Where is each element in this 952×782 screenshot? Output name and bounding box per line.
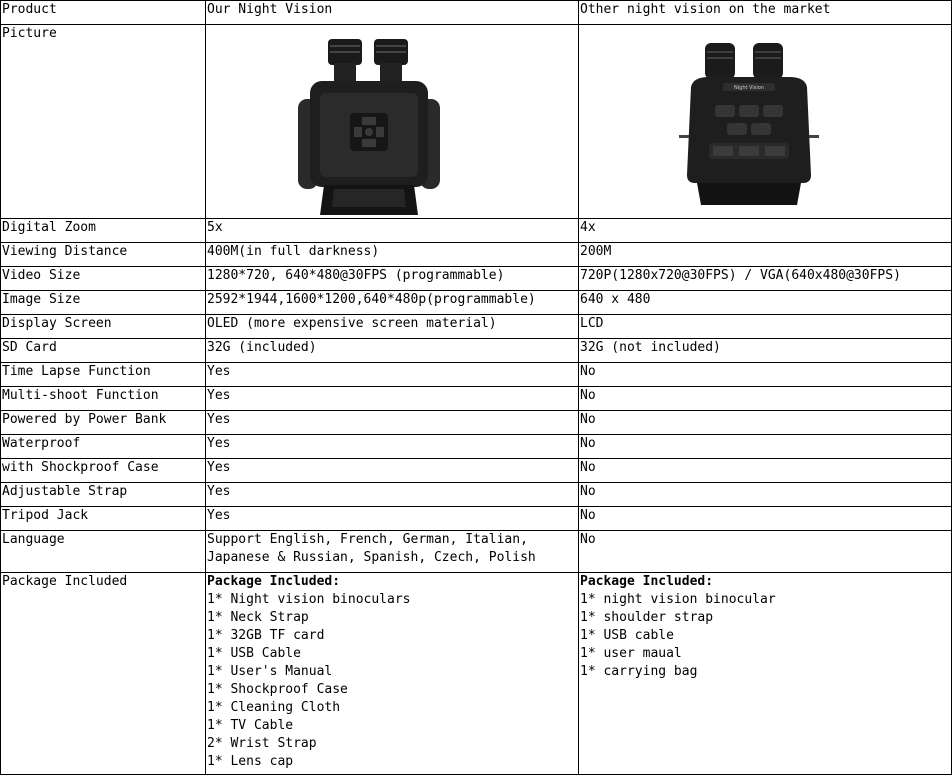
table-row [1,387,952,411]
package-item: 1* User's Manual [207,664,333,679]
table-row [1,339,952,363]
other-value: 4x [579,219,952,243]
our-value: Yes [206,435,579,459]
other-value: No [579,459,952,483]
feature-label: Display Screen [1,315,206,339]
our-language-value [206,531,579,573]
package-item: 1* Cleaning Cloth [207,700,341,715]
our-value: 5x [206,219,579,243]
table-row [1,483,952,507]
other-package-title: Package Included: [580,574,714,589]
our-package-list [206,573,579,775]
header-row [1,1,952,25]
our-value: 400M(in full darkness) [206,243,579,267]
our-value: Yes [206,411,579,435]
table-row [1,267,952,291]
package-item: 1* 32GB TF card [207,628,325,643]
our-package-title: Package Included: [207,574,341,589]
other-value: No [579,411,952,435]
language-row [1,531,952,573]
package-item: 1* Neck Strap [207,610,309,625]
other-value: No [579,387,952,411]
other-value: No [579,363,952,387]
other-value: No [579,507,952,531]
table-row [1,363,952,387]
feature-label: Video Size [1,267,206,291]
other-value: 200M [579,243,952,267]
other-product-image-cell [579,25,952,219]
our-value: Yes [206,483,579,507]
feature-label: Powered by Power Bank [1,411,206,435]
our-value: 2592*1944,1600*1200,640*480p(programmable) [206,291,579,315]
other-value: No [579,483,952,507]
package-item: 1* TV Cable [207,718,294,733]
package-item: 1* Shockproof Case [207,682,348,697]
our-value: Yes [206,459,579,483]
other-value: 640 x 480 [579,291,952,315]
our-value: OLED (more expensive screen material) [206,315,579,339]
other-language-value: No [579,531,952,573]
header-product: Product [1,1,206,25]
feature-label: Digital Zoom [1,219,206,243]
our-value: Yes [206,507,579,531]
our-value: 1280*720, 640*480@30FPS (programmable) [206,267,579,291]
header-our-night-vision: Our Night Vision [206,1,579,25]
package-item: 1* user maual [580,646,682,661]
package-row [1,573,952,775]
table-row [1,435,952,459]
our-value: 32G (included) [206,339,579,363]
language-line: Japanese & Russian, Spanish, Czech, Polish [207,550,536,565]
table-row [1,411,952,435]
header-other-night-vision: Other night vision on the market [579,1,952,25]
package-item: 1* USB cable [580,628,674,643]
package-item: 1* carrying bag [580,664,698,679]
other-value: No [579,435,952,459]
feature-label: Adjustable Strap [1,483,206,507]
our-product-image-cell [206,25,579,219]
binoculars-plain-icon [679,43,819,205]
feature-label: Time Lapse Function [1,363,206,387]
picture-label: Picture [1,25,206,219]
package-item: 1* Lens cap [207,754,294,769]
other-package-list [579,573,952,775]
language-label: Language [1,531,206,573]
table-row [1,507,952,531]
package-item: 1* shoulder strap [580,610,714,625]
our-value: Yes [206,387,579,411]
feature-label: Viewing Distance [1,243,206,267]
package-label: Package Included [1,573,206,775]
package-item: 2* Wrist Strap [207,736,317,751]
other-value: LCD [579,315,952,339]
feature-label: Tripod Jack [1,507,206,531]
other-value: 32G (not included) [579,339,952,363]
other-value: 720P(1280x720@30FPS) / VGA(640x480@30FPS) [579,267,952,291]
package-item: 1* night vision binocular [580,592,776,607]
table-row [1,315,952,339]
binoculars-with-shockproof-case-icon [294,37,444,217]
feature-label: Multi-shoot Function [1,387,206,411]
table-row [1,459,952,483]
table-row [1,291,952,315]
feature-label: Waterproof [1,435,206,459]
our-value: Yes [206,363,579,387]
package-item: 1* USB Cable [207,646,301,661]
svg-text:Night Vision: Night Vision [734,85,764,91]
feature-label: with Shockproof Case [1,459,206,483]
table-row [1,243,952,267]
feature-label: SD Card [1,339,206,363]
feature-label: Image Size [1,291,206,315]
picture-row [1,25,952,219]
table-row [1,219,952,243]
package-item: 1* Night vision binoculars [207,592,411,607]
language-line: Support English, French, German, Italian, [207,532,528,547]
